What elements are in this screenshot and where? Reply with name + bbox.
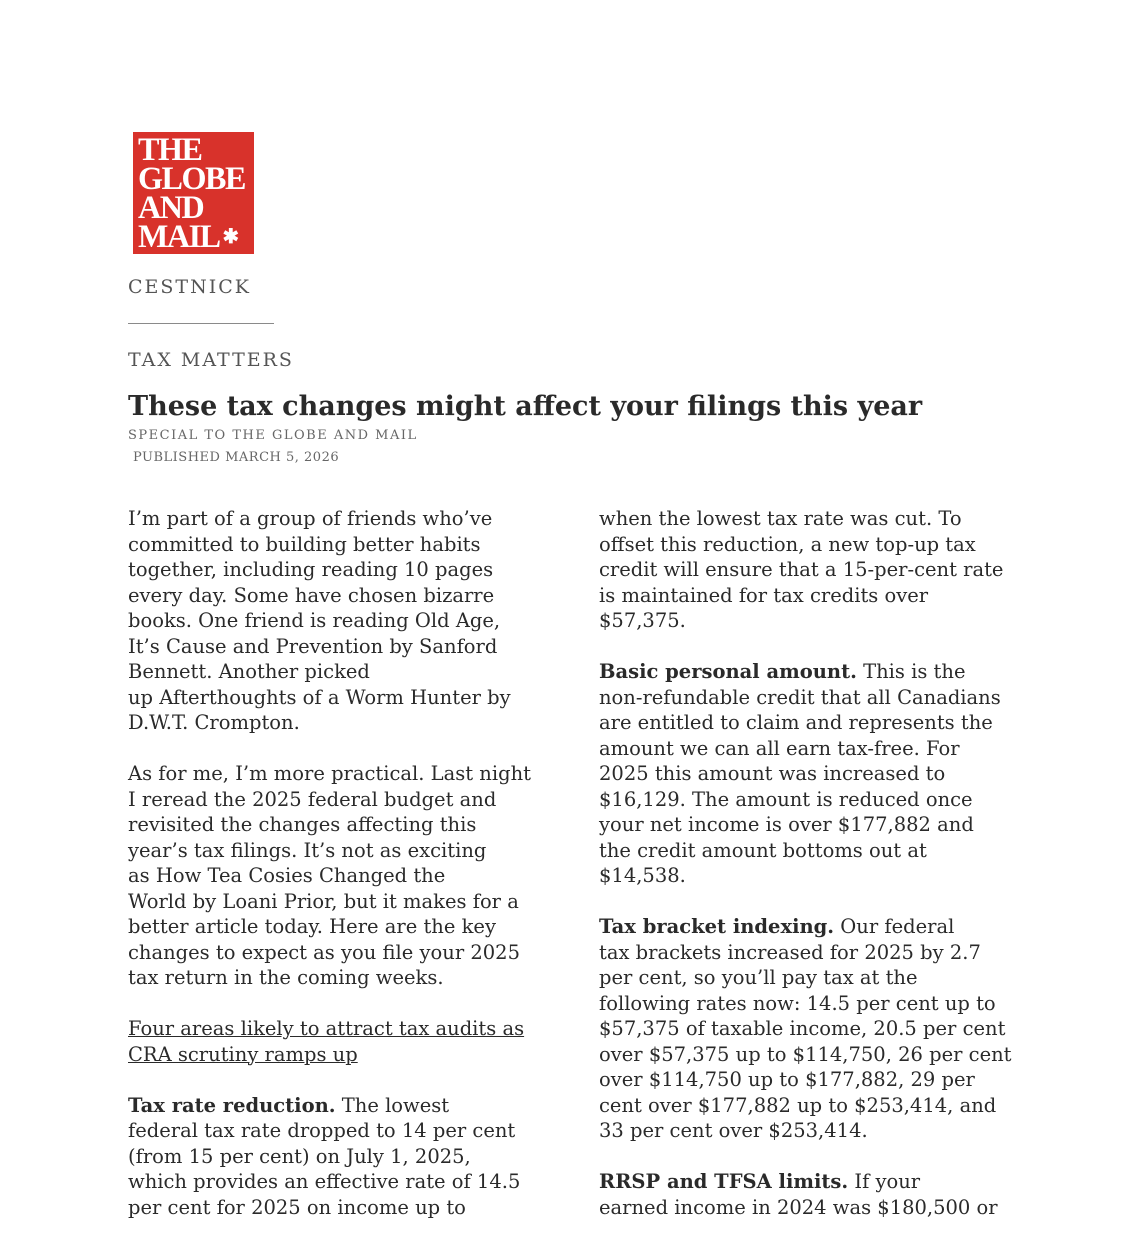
text-line: as How Tea Cosies Changed the: [128, 864, 446, 887]
text-line: every day. Some have chosen bizarre: [128, 583, 495, 607]
related-article-link-paragraph: [128, 1016, 548, 1067]
text-line: the credit amount bottoms out at: [599, 838, 927, 862]
text-line: over $57,375 up to $114,750, 26 per cent: [599, 1042, 1012, 1066]
article-column-left: [128, 506, 548, 1246]
paragraph: [599, 506, 1019, 634]
text-line: credit will ensure that a 15-per-cent rate: [599, 558, 1004, 581]
text-line: $16,129. The amount is reduced once: [599, 787, 973, 811]
logo-line: MAIL ✱: [138, 219, 238, 255]
link-line[interactable]: CRA scrutiny ramps up: [128, 1042, 358, 1066]
kicker-label: TAX MATTERS: [128, 349, 294, 371]
text-line: revisited the changes affecting this: [128, 813, 477, 836]
text-line: Tax bracket indexing. Our federal: [599, 915, 955, 938]
text-line: are entitled to claim and represents the: [599, 711, 993, 734]
section-divider: [128, 323, 274, 324]
text-line: Bennett. Another picked: [128, 660, 370, 683]
text-line: amount we can all earn tax-free. For: [599, 736, 960, 760]
text-line: over $114,750 up to $177,882, 29 per: [599, 1068, 975, 1091]
text-line: committed to building better habits: [128, 532, 481, 556]
text-line: books. One friend is reading Old Age,: [128, 609, 501, 632]
paragraph: [599, 914, 1019, 1144]
text-line: RRSP and TFSA limits. If your: [599, 1170, 921, 1193]
text-line: $57,375 of taxable income, 20.5 per cent: [599, 1017, 1006, 1040]
logo-line: THE: [138, 132, 202, 168]
text-line: changes to expect as you file your 2025: [128, 940, 520, 964]
maple-leaf-icon: ✱: [222, 226, 238, 248]
text-line: tax brackets increased for 2025 by 2.7: [599, 940, 981, 964]
text-line: offset this reduction, a new top-up tax: [599, 532, 976, 556]
paragraph-heading: RRSP and TFSA limits.: [599, 1170, 849, 1193]
text-line: $14,538.: [599, 864, 686, 887]
text-line: federal tax rate dropped to 14 per cent: [128, 1119, 516, 1142]
text-line: your net income is over $177,882 and: [599, 813, 974, 836]
globe-and-mail-logo: [133, 132, 254, 254]
text-line: It’s Cause and Prevention by Sanford: [128, 634, 498, 658]
related-article-link[interactable]: [128, 1016, 548, 1067]
article-headline: These tax changes might affect your filings this year: [128, 391, 923, 422]
paragraph: [599, 659, 1019, 889]
text-line: (from 15 per cent) on July 1, 2025,: [128, 1144, 471, 1168]
text-line: which provides an effective rate of 14.5: [128, 1170, 521, 1193]
text-line: 33 per cent over $253,414.: [599, 1119, 868, 1142]
paragraph: [128, 506, 548, 736]
paragraph: [128, 1093, 548, 1221]
text-line: per cent for 2025 on income up to: [128, 1195, 466, 1219]
text-line: 2025 this amount was increased to: [599, 762, 946, 785]
text-line: As for me, I’m more practical. Last night: [128, 762, 531, 785]
text-line: cent over $177,882 up to $253,414, and: [599, 1093, 997, 1117]
text-line: Tax rate reduction. The lowest: [128, 1093, 450, 1117]
article-column-right: [599, 506, 1019, 1246]
text-line: non-refundable credit that all Canadians: [599, 685, 1001, 709]
text-line: tax return in the coming weeks.: [128, 966, 444, 989]
text-line: per cent, so you’ll pay tax at the: [599, 966, 918, 989]
paragraph-heading: Basic personal amount.: [599, 660, 857, 683]
text-line: World by Loani Prior, but it makes for a: [128, 889, 519, 913]
logo-line: GLOBE: [138, 161, 246, 197]
link-line[interactable]: Four areas likely to attract tax audits as: [128, 1017, 525, 1040]
published-date: PUBLISHED MARCH 5, 2026: [133, 450, 340, 465]
text-line: together, including reading 10 pages: [128, 558, 494, 581]
text-line: following rates now: 14.5 per cent up to: [599, 991, 996, 1015]
text-line: D.W.T. Crompton.: [128, 711, 300, 734]
text-line: Basic personal amount. This is the: [599, 660, 966, 683]
paragraph-heading: Tax rate reduction.: [128, 1093, 336, 1117]
paragraph: [128, 761, 548, 991]
text-line: I reread the 2025 federal budget and: [128, 787, 497, 811]
text-line: is maintained for tax credits over: [599, 583, 929, 607]
paragraph: [599, 1169, 1019, 1220]
text-line: earned income in 2024 was $180,500 or: [599, 1195, 998, 1219]
logo-line: AND: [138, 190, 204, 226]
text-line: year’s tax filings. It’s not as exciting: [128, 838, 487, 862]
byline: SPECIAL TO THE GLOBE AND MAIL: [128, 428, 418, 443]
text-line: I’m part of a group of friends who’ve: [128, 507, 493, 530]
text-line: when the lowest tax rate was cut. To: [599, 507, 962, 530]
text-line: $57,375.: [599, 609, 686, 632]
paragraph-heading: Tax bracket indexing.: [599, 915, 835, 938]
text-line: up Afterthoughts of a Worm Hunter by: [128, 685, 511, 709]
section-label: CESTNICK: [128, 276, 251, 298]
text-line: better article today. Here are the key: [128, 915, 496, 938]
